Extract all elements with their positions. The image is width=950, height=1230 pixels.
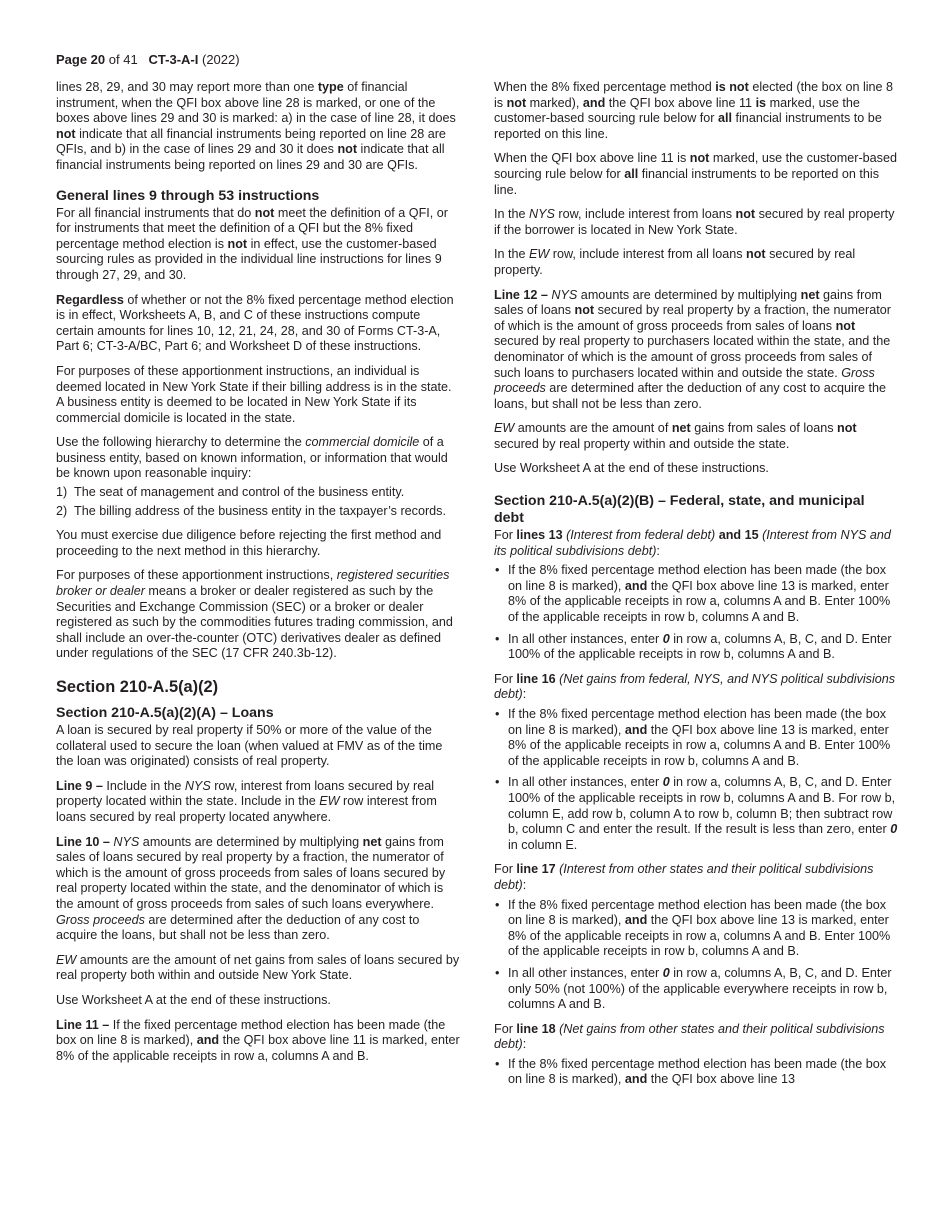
paragraph: Line 9 – Include in the NYS row, interest from loans secured by real property located within the state. Include in the EW row interest from loans secured by real property located anywhere.: [56, 778, 437, 824]
paragraph: EW amounts are the amount of net gains from sales of loans secured by real property both within and outside New York State.: [56, 952, 460, 983]
paragraph: Use the following hierarchy to determine the commercial domicile of a business entity, based on known information, or information that would be known upon reasonable inquiry:: [56, 435, 448, 481]
heading-federal-state-municipal-debt: Section 210-A.5(a)(2)(B) – Federal, state, and municipal debt: [494, 493, 865, 527]
heading-general-instructions: General lines 9 through 53 instructions: [56, 187, 320, 204]
heading-section: Section 210-A.5(a)(2): [56, 678, 219, 696]
list-item: • In all other instances, enter 0 in row a, columns A, B, C, and D. Enter 100% of the applicable receipts in row b, columns A and B.: [494, 632, 898, 663]
right-column: [494, 80, 898, 1097]
page-number: Page 20: [56, 52, 106, 67]
paragraph: For line 18 (Net gains from other states and their political subdivisions debt):: [494, 1021, 885, 1052]
line-16-list: [494, 707, 898, 853]
left-column: [56, 80, 460, 1073]
list-item: • In all other instances, enter 0 in row a, columns A, B, C, and D. Enter 100% of the applicable receipts in row b, columns A and B. For row b, column E, add row b, column A to row b, column B; then subtract row b, column C and enter the result. If the result is less than zero, enter 0 in column E.: [494, 775, 898, 853]
paragraph: In the EW row, include interest from all loans not secured by real property.: [494, 247, 856, 277]
page-total: of 41: [105, 52, 138, 67]
line-17-list: [494, 898, 898, 1013]
paragraph: For purposes of these apportionment instructions, an individual is deemed located in New York State if their billing address is in the state. A business entity is deemed to be located in New York State if its commercial domicile is located in the state.: [56, 363, 452, 425]
list-item: 1) The seat of management and control of the business entity.: [56, 485, 405, 500]
form-year: (2022): [198, 52, 240, 67]
heading-loans: Section 210-A.5(a)(2)(A) – Loans: [56, 705, 274, 721]
list-item: • If the 8% fixed percentage method election has been made (the box on line 8 is marked), and the QFI box above line 13: [494, 1057, 898, 1088]
list-item: • In all other instances, enter 0 in row a, columns A, B, C, and D. Enter only 50% (not 100%) of the applicable everywhere receipts in row b, columns A and B.: [494, 966, 898, 1013]
paragraph: For all financial instruments that do not meet the definition of a QFI, or for instruments that meet the definition of a QFI but the 8% fixed percentage method election is not in effect, use the customer-based sourcing rules as provided in the individual line instructions for lines 9 through 27, 29, and 30.: [56, 205, 448, 282]
paragraph: Use Worksheet A at the end of these instructions.: [56, 992, 331, 1007]
paragraph: Line 12 – NYS amounts are determined by multiplying net gains from sales of loans not secured by real property by a fraction, the numerator of which is the amount of gross proceeds from sales of loans not secured by real property to purchasers located within the state, and the denominator of which is the amount of gross proceeds from sales of such loans to purchasers located within and outside the state. Gross proceeds are determined after the deduction of any cost to acquire the loans, but shall not be less than zero.: [494, 287, 891, 411]
paragraph: Line 11 – If the fixed percentage method election has been made (the box on line 8 is marked), and the QFI box above line 11 is marked, enter 8% of the applicable receipts in row a, columns A and B.: [56, 1017, 460, 1063]
paragraph: For line 17 (Interest from other states and their political subdivisions debt):: [494, 862, 874, 892]
paragraph: lines 28, 29, and 30 may report more than one type of financial instrument, when the QFI box above line 28 is marked, or one of the boxes above lines 29 and 30 is marked: a) in the case of line 28, it does not indicate that all financial instruments being reported on line 28 are QFIs, and b) in the case of lines 29 and 30 it does not indicate that all financial instruments being reported on lines 29 and 30 are QFIs.: [56, 80, 456, 172]
list-item: 2) The billing address of the business entity in the taxpayer’s records.: [56, 503, 446, 518]
paragraph: You must exercise due diligence before rejecting the first method and proceeding to the next method in this hierarchy.: [56, 528, 442, 558]
paragraph: When the QFI box above line 11 is not marked, use the customer-based sourcing rule below for all financial instruments to be reported on this line.: [494, 151, 897, 197]
list-item: • If the 8% fixed percentage method election has been made (the box on line 8 is marked), and the QFI box above line 13 is marked, enter 8% of the applicable receipts in row a, columns A and B. Enter 100% of the applicable receipts in row b, columns A and B.: [494, 707, 898, 769]
line-13-list: [494, 563, 898, 663]
paragraph: Use Worksheet A at the end of these instructions.: [494, 461, 769, 476]
paragraph: Regardless of whether or not the 8% fixed percentage method election is in effect, Worksheets A, B, and C of these instructions compute certain amounts for lines 10, 12, 21, 24, 28, and 30 of Forms CT-3-A, Part 6; CT-3-A/BC, Part 6; and Worksheet D of these instructions.: [56, 292, 454, 354]
paragraph: For line 16 (Net gains from federal, NYS, and NYS political subdivisions debt):: [494, 671, 896, 702]
paragraph: EW amounts are the amount of net gains from sales of loans not secured by real property within and outside the state.: [494, 421, 857, 451]
paragraph: For purposes of these apportionment instructions, registered securities broker or dealer means a broker or dealer registered as such by the Securities and Exchange Commission (SEC) or a broker or dealer registered as such by the commodities futures trading commission, and shall include an over-the-counter (OTC) derivatives dealer as defined under regulations of the SEC (17 CFR 240.3b-12).: [56, 568, 453, 661]
list-item: • If the 8% fixed percentage method election has been made (the box on line 8 is marked), and the QFI box above line 13 is marked, enter 8% of the applicable receipts in row a, columns A and B. Enter 100% of the applicable receipts in row b, columns A and B.: [494, 563, 898, 625]
paragraph: Line 10 – NYS amounts are determined by multiplying net gains from sales of loans secured by real property by a fraction, the numerator of which is the amount of gross proceeds from sales of loans secured by real property located within the state, and the denominator of which is the amount of gross proceeds from sales of such loans everywhere. Gross proceeds are determined after the deduction of any cost to acquire the loans, but shall not be less than zero.: [56, 834, 446, 943]
paragraph: When the 8% fixed percentage method is not elected (the box on line 8 is not marked), and the QFI box above line 11 is marked, use the customer-based sourcing rule below for all financial instruments to be reported on this line.: [494, 80, 894, 141]
page-header: [56, 52, 240, 67]
paragraph: In the NYS row, include interest from loans not secured by real property if the borrower is located in New York State.: [494, 207, 895, 237]
line-18-list: [494, 1057, 898, 1088]
list-item: • If the 8% fixed percentage method election has been made (the box on line 8 is marked), and the QFI box above line 13 is marked, enter 8% of the applicable receipts in row a, columns A and B. Enter 100% of the applicable receipts in row b, columns A and B.: [494, 898, 898, 960]
form-number: CT-3-A-I: [148, 52, 199, 67]
paragraph: A loan is secured by real property if 50% or more of the value of the collateral used to secure the loan (when valued at FMV as of the time the loan was originated) consists of real property.: [56, 723, 443, 769]
paragraph: For lines 13 (Interest from federal debt) and 15 (Interest from NYS and its political subdivisions debt):: [494, 528, 891, 558]
hierarchy-list: [56, 485, 460, 519]
